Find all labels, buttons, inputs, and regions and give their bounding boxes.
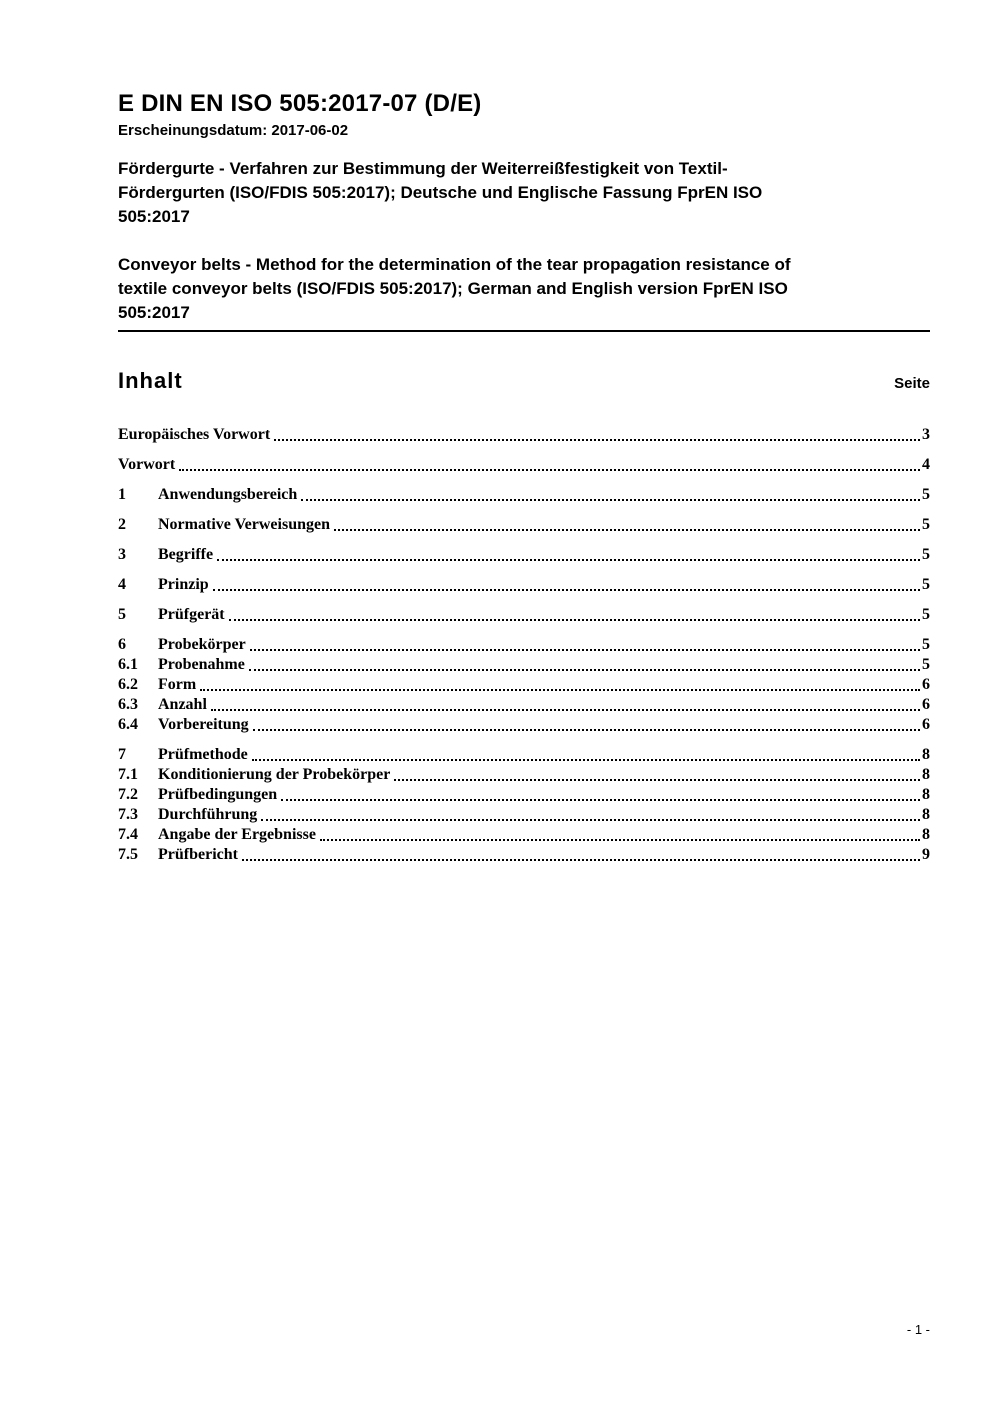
toc-dot-leader [261, 819, 920, 821]
toc-dot-leader [217, 559, 920, 561]
toc-entry-7-2[interactable] [118, 785, 930, 805]
toc-dot-leader [250, 649, 920, 651]
toc-entry-page: 8 [922, 766, 930, 783]
toc-entry-7-4[interactable] [118, 825, 930, 845]
toc-entry-number: 6.4 [118, 716, 138, 733]
toc-entry-page: 8 [922, 826, 930, 843]
document-title-english [118, 253, 930, 325]
doc-number-heading: E DIN EN ISO 505:2017-07 (D/E) [118, 90, 482, 117]
toc-entry-6-2[interactable] [118, 675, 930, 695]
toc-entry-number: 1 [118, 486, 126, 503]
toc-entry-7-1[interactable] [118, 765, 930, 785]
toc-entry-page: 5 [922, 606, 930, 623]
toc-entry-number: 4 [118, 576, 126, 593]
toc-entry-page: 8 [922, 786, 930, 803]
toc-entry-label: Prinzip [158, 576, 209, 593]
title-en-line-2: textile conveyor belts (ISO/FDIS 505:2017); German and English version FprEN ISO [118, 279, 788, 298]
toc-entry-6-4[interactable] [118, 715, 930, 735]
toc-entry-number: 7.1 [118, 766, 138, 783]
toc-entry-page: 5 [922, 546, 930, 563]
toc-entry-page: 5 [922, 486, 930, 503]
toc-entry-label: Vorwort [118, 456, 176, 473]
toc-entry-6[interactable] [118, 635, 930, 655]
toc-dot-leader [274, 439, 920, 441]
toc-entry-label: Prüfbedingungen [158, 786, 278, 803]
toc-entry-number: 5 [118, 606, 126, 623]
toc-entry-page: 5 [922, 636, 930, 653]
toc-entry-6-1[interactable] [118, 655, 930, 675]
toc-entry-page: 8 [922, 746, 930, 763]
toc-entry-number: 7.3 [118, 806, 138, 823]
toc-entry-label: Vorbereitung [158, 716, 249, 733]
toc-entry-page: 8 [922, 806, 930, 823]
toc-entry-number: 2 [118, 516, 126, 533]
toc-entry-page: 9 [922, 846, 930, 863]
document-title-german [118, 157, 930, 229]
toc-page-column-label: Seite [894, 375, 930, 392]
toc-entry-label: Anwendungsbereich [158, 486, 298, 503]
toc-entry-3[interactable] [118, 545, 930, 565]
toc-entry-number: 6.1 [118, 656, 138, 673]
toc-entry-label: Prüfgerät [158, 606, 225, 623]
toc-entry-number: 7.5 [118, 846, 138, 863]
toc-dot-leader [253, 729, 920, 731]
toc-dot-leader [281, 799, 920, 801]
toc-dot-leader [179, 469, 920, 471]
toc-entry-label: Angabe der Ergebnisse [158, 826, 316, 843]
toc-dot-leader [242, 859, 920, 861]
toc-entry-page: 4 [922, 456, 930, 473]
toc-header-row [118, 368, 930, 394]
toc-entry-number: 3 [118, 546, 126, 563]
toc-heading: Inhalt [118, 368, 183, 393]
toc-dot-leader [213, 589, 920, 591]
toc-entry-1[interactable] [118, 485, 930, 505]
toc-entry-label: Probenahme [158, 656, 245, 673]
title-de-line-3: 505:2017 [118, 207, 190, 226]
toc-entry-number: 6 [118, 636, 126, 653]
toc-dot-leader [320, 839, 920, 841]
toc-dot-leader [334, 529, 920, 531]
toc-entry-vorwort[interactable] [118, 455, 930, 475]
toc-entry-page: 6 [922, 676, 930, 693]
toc-entry-page: 6 [922, 716, 930, 733]
toc-entry-label: Normative Verweisungen [158, 516, 330, 533]
page-number-indicator: - 1 - [906, 1322, 930, 1337]
toc-dot-leader [249, 669, 920, 671]
toc-dot-leader [301, 499, 920, 501]
toc-dot-leader [200, 689, 920, 691]
title-en-line-1: Conveyor belts - Method for the determination of the tear propagation resistance of [118, 255, 791, 274]
toc-entry-number: 6.3 [118, 696, 138, 713]
toc-entry-2[interactable] [118, 515, 930, 535]
toc-entry-label: Europäisches Vorwort [118, 426, 271, 443]
toc-entry-number: 7.4 [118, 826, 138, 843]
toc-entry-5[interactable] [118, 605, 930, 625]
title-de-line-1: Fördergurte - Verfahren zur Bestimmung der Weiterreißfestigkeit von Textil- [118, 159, 728, 178]
toc-entry-7-3[interactable] [118, 805, 930, 825]
toc-entry-label: Konditionierung der Probekörper [158, 766, 391, 783]
toc-dot-leader [394, 779, 920, 781]
toc-entry-page: 5 [922, 516, 930, 533]
toc-entry-number: 7 [118, 746, 126, 763]
toc-entry-label: Prüfmethode [158, 746, 248, 763]
toc-entry-7-5[interactable] [118, 845, 930, 865]
toc-entry-europaeisches-vorwort[interactable] [118, 425, 930, 445]
toc-entry-number: 7.2 [118, 786, 138, 803]
toc-entry-label: Probekörper [158, 636, 246, 653]
toc-entry-page: 3 [922, 426, 930, 443]
toc-dot-leader [229, 619, 920, 621]
toc-entry-6-3[interactable] [118, 695, 930, 715]
toc-entry-page: 5 [922, 656, 930, 673]
toc-entry-page: 5 [922, 576, 930, 593]
toc-entry-number: 6.2 [118, 676, 138, 693]
toc-entry-label: Begriffe [158, 546, 214, 563]
toc-entry-label: Prüfbericht [158, 846, 238, 863]
title-en-line-3: 505:2017 [118, 303, 190, 322]
toc-entry-4[interactable] [118, 575, 930, 595]
toc-dot-leader [252, 759, 920, 761]
toc-entry-label: Form [158, 676, 197, 693]
header-divider-rule [118, 330, 930, 332]
toc-dot-leader [211, 709, 920, 711]
toc-entry-page: 6 [922, 696, 930, 713]
toc-entry-label: Anzahl [158, 696, 207, 713]
table-of-contents [118, 425, 930, 865]
title-de-line-2: Fördergurten (ISO/FDIS 505:2017); Deutsche und Englische Fassung FprEN ISO [118, 183, 763, 202]
publication-date: Erscheinungsdatum: 2017-06-02 [118, 122, 349, 139]
toc-entry-label: Durchführung [158, 806, 258, 823]
toc-entry-7[interactable] [118, 745, 930, 765]
